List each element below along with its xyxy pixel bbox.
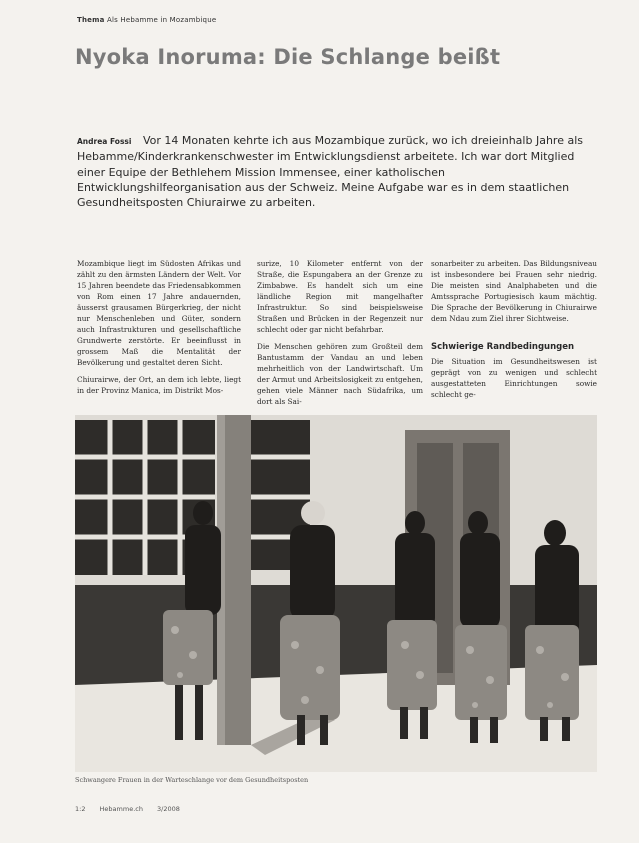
body-paragraph: Chiurairwe, der Ort, an dem ich lebte, liegt in der Provinz Manica, im Distrikt Mos- bbox=[77, 375, 241, 395]
photo-caption: Schwangere Frauen in der Warteschlange vor dem Gesundheitsposten bbox=[75, 776, 309, 784]
kicker bbox=[77, 16, 216, 24]
article-title: Nyoka Inoruma: Die Schlange beißt bbox=[75, 45, 501, 69]
journal-name: Hebamme.ch bbox=[99, 805, 143, 813]
body-paragraph: surize, 10 Kilometer entfernt von der Straße, die Espungabera an der Grenze zu Zimbabwe. Es handelt sich um eine ländliche Region mit mangelhafter Infrastruktur. So sind beispielsweise Straßen und Brücken in der Regenzeit nur schlecht oder gar nicht befahrbar. bbox=[257, 259, 423, 334]
body-column-2 bbox=[257, 258, 423, 408]
body-paragraph: Die Menschen gehören zum Großteil dem Bantustamm der Vandau an und leben mehrheitlich von der Landwirtschaft. Um der Armut und Arbeitslosigkeit zu entgehen, gehen viele Männer nach Südafrika, um dort als Sai- bbox=[257, 342, 423, 406]
body-column-1 bbox=[77, 258, 241, 408]
journal-issue: 3/2008 bbox=[157, 805, 180, 813]
page-footer bbox=[75, 805, 180, 813]
body-paragraph: Die Situation im Gesundheitswesen ist geprägt von zu wenigen und schlecht ausgestatteten Einrichtungen sowie schlecht ge- bbox=[431, 357, 597, 399]
page-number: 1:2 bbox=[75, 805, 86, 813]
body-column-3 bbox=[431, 258, 597, 408]
section-subheading: Schwierige Randbedingungen bbox=[431, 342, 575, 352]
kicker-label: Thema bbox=[77, 16, 105, 24]
body-paragraph: sonarbeiter zu arbeiten. Das Bildungsniveau ist insbesondere bei Frauen sehr niedrig. Die meisten sind Analphabeten und die Amtssprache Portugiesisch kaum mächtig. Die Sprache der Bevölkerung in Chiurairwe dem Ndau zum Ziel ihrer Sichtweise. bbox=[431, 259, 597, 323]
lead-text: Vor 14 Monaten kehrte ich aus Mozambique zurück, wo ich dreieinhalb Jahre als Hebamme/Kinderkrankenschwester im Entwicklungsdienst arbeitete. Ich war dort Mitglied einer Equipe der Bethlehem Mission Immensee, einer katholischen Entwicklungshilfeorganisation aus der Schweiz. Meine Aufgabe war es in dem staatlichen Gesundheitsposten Chiurairwe zu arbeiten. bbox=[77, 134, 583, 210]
author-name: Andrea Fossi bbox=[77, 137, 132, 146]
article-photo bbox=[75, 415, 597, 772]
body-paragraph: Mozambique liegt im Südosten Afrikas und zählt zu den ärmsten Ländern der Welt. Vor 15 Jahren beendete das Friedensabkommen von Rom einen 17 Jahre andauernden, äusserst grausamen Bürgerkrieg, der nicht nur Menschenleben und Güter, sondern auch Infrastrukturen und gesellschaftliche Grundwerte zerstörte. Er beeinflusst in grossem Maß die Mentalität der Bevölkerung und gestaltet deren Sicht. bbox=[77, 259, 241, 367]
lead-paragraph bbox=[77, 133, 597, 210]
kicker-text: Als Hebamme in Mozambique bbox=[106, 16, 217, 24]
